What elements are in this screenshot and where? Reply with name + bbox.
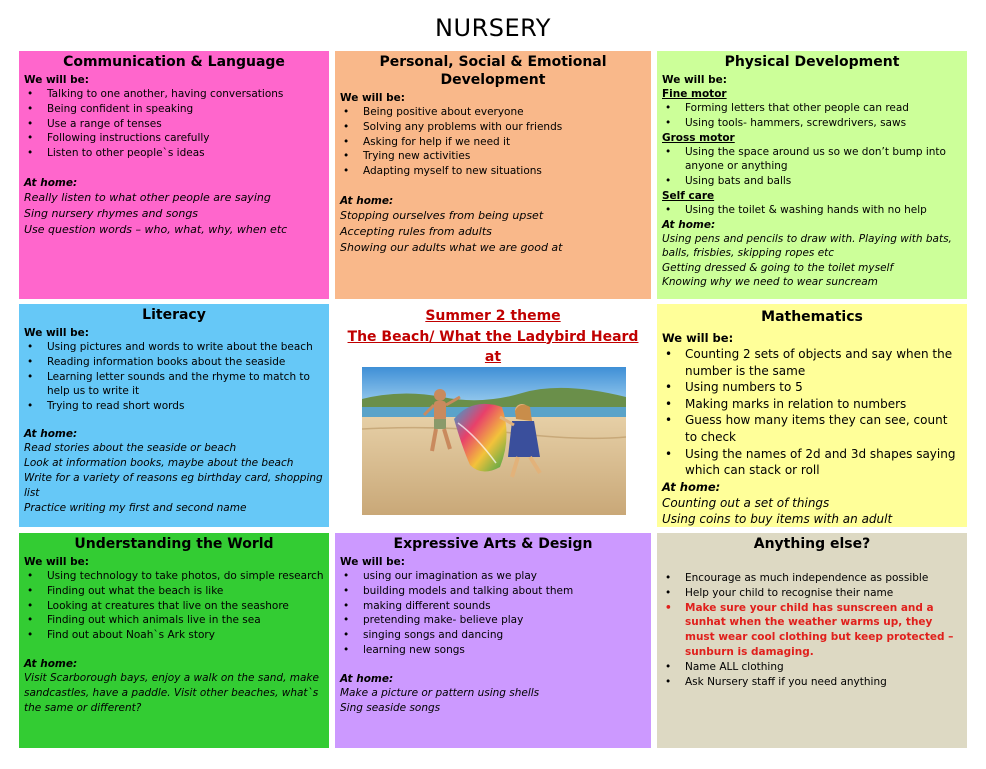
self-care-list	[662, 203, 962, 218]
anything-else-box	[657, 533, 967, 748]
list-item: • Using the toilet & washing hands with no help	[662, 203, 962, 218]
list-item: • Guess how many items they can see, count to check	[662, 412, 962, 445]
physical-heading: Physical Development	[724, 54, 900, 70]
at-home-label: At home:	[24, 427, 78, 440]
communication-heading: Communication & Language	[63, 54, 285, 70]
list-item: • Find out about Noah`s Ark story	[24, 628, 324, 643]
sunscreen-warning: • Make sure your child has sunscreen and a sunhat when the weather warms up, they must wear cool clothing but keep protected – sunburn is damaging.	[662, 601, 962, 660]
mathematics-list	[662, 346, 962, 479]
mathematics-heading: Mathematics	[761, 309, 863, 325]
literacy-list	[24, 340, 324, 414]
personal-heading: Personal, Social & Emotional Development	[379, 54, 607, 88]
at-home-text	[340, 686, 646, 716]
list-item: • Talking to one another, having conversations	[24, 87, 324, 102]
we-will-be-label: We will be:	[662, 74, 727, 86]
fine-motor-list	[662, 101, 962, 131]
list-item: • Making marks in relation to numbers	[662, 396, 962, 413]
we-will-be-label: We will be:	[340, 556, 405, 568]
theme-box	[335, 304, 651, 527]
list-item: • using our imagination as we play	[340, 569, 646, 584]
fine-motor-label: Fine motor	[662, 88, 727, 100]
home-line: Stopping ourselves from being upset	[340, 208, 544, 222]
home-line: Read stories about the seaside or beach	[24, 441, 237, 454]
communication-language-box	[19, 51, 329, 299]
list-item: • Name ALL clothing	[662, 660, 962, 675]
list-item: • Use a range of tenses	[24, 117, 324, 132]
list-item: • Using tools- hammers, screwdrivers, saws	[662, 116, 962, 131]
we-will-be-label: We will be:	[24, 327, 89, 339]
list-item: • Trying to read short words	[24, 399, 324, 414]
at-home-text	[24, 671, 324, 716]
world-heading: Understanding the World	[74, 536, 274, 552]
home-line: Sing seaside songs	[340, 701, 441, 714]
theme-line-1: Summer 2 theme	[425, 308, 561, 324]
at-home-label: At home:	[24, 176, 78, 189]
world-list	[24, 569, 324, 643]
home-line: Using pens and pencils to draw with. Playing with bats, balls, frisbies, skipping ropes etc	[662, 232, 952, 260]
at-home-text	[24, 441, 324, 516]
list-item: • Counting 2 sets of objects and say when the number is the same	[662, 346, 962, 379]
gross-motor-list	[662, 145, 962, 189]
arts-list	[340, 569, 646, 658]
we-will-be-label: We will be:	[24, 556, 89, 568]
home-line: Showing our adults what we are good at	[340, 240, 563, 254]
page-title: NURSERY	[435, 14, 551, 42]
arts-heading: Expressive Arts & Design	[393, 536, 593, 552]
list-item: • Solving any problems with our friends	[340, 120, 646, 135]
list-item: • Asking for help if we need it	[340, 135, 646, 150]
home-line: Counting out a set of things	[662, 495, 830, 510]
list-item: • Finding out what the beach is like	[24, 584, 324, 599]
communication-list	[24, 87, 324, 161]
list-item: • Being positive about everyone	[340, 105, 646, 120]
physical-development-box	[657, 51, 967, 299]
mathematics-box	[657, 304, 967, 527]
list-item: • Learning letter sounds and the rhyme to match to help us to write it	[24, 370, 324, 400]
list-item: • building models and talking about them	[340, 584, 646, 599]
list-item: • Encourage as much independence as possible	[662, 571, 962, 586]
home-line: Really listen to what other people are saying	[24, 190, 271, 204]
other-list	[662, 571, 962, 689]
we-will-be-label: We will be:	[662, 331, 734, 345]
home-line: Make a picture or pattern using shells	[340, 686, 540, 699]
home-line: Knowing why we need to wear suncream	[662, 276, 878, 289]
at-home-text	[662, 495, 962, 527]
list-item: • Using the space around us so we don’t bump into anyone or anything	[662, 145, 962, 175]
list-item: • Using numbers to 5	[662, 379, 962, 396]
home-line: Sing nursery rhymes and songs	[24, 206, 199, 220]
list-item: • Reading information books about the seaside	[24, 355, 324, 370]
self-care-label: Self care	[662, 189, 715, 202]
personal-social-box	[335, 51, 651, 299]
list-item: • Being confident in speaking	[24, 102, 324, 117]
list-item: • Listen to other people`s ideas	[24, 146, 324, 161]
list-item: • Help your child to recognise their name	[662, 586, 962, 601]
at-home-text	[662, 232, 962, 290]
at-home-label: At home:	[662, 479, 721, 494]
list-item: • learning new songs	[340, 643, 646, 658]
list-item: • making different sounds	[340, 599, 646, 614]
list-item: • Following instructions carefully	[24, 131, 324, 146]
expressive-arts-box	[335, 533, 651, 748]
personal-list	[340, 105, 646, 179]
list-item: • Ask Nursery staff if you need anything	[662, 675, 962, 690]
we-will-be-label: We will be:	[340, 92, 405, 104]
home-line: Using coins to buy items with an adult	[662, 512, 893, 527]
home-line: Visit Scarborough bays, enjoy a walk on the sand, make sandcastles, have a paddle. Visit other beaches, what`s the same or different?	[24, 671, 319, 714]
home-line: Getting dressed & going to the toilet myself	[662, 261, 894, 274]
list-item: • Forming letters that other people can read	[662, 101, 962, 116]
home-line: Use question words – who, what, why, when etc	[24, 222, 288, 236]
list-item: • singing songs and dancing	[340, 628, 646, 643]
understanding-world-box	[19, 533, 329, 748]
home-line: Look at information books, maybe about the beach	[24, 456, 294, 469]
list-item: • Using technology to take photos, do simple research	[24, 569, 324, 584]
list-item: • Adapting myself to new situations	[340, 164, 646, 179]
list-item: • Finding out which animals live in the sea	[24, 613, 324, 628]
list-item: • Using bats and balls	[662, 174, 962, 189]
theme-line-2: The Beach/ What the Ladybird Heard at	[347, 328, 639, 365]
at-home-label: At home:	[24, 657, 78, 670]
at-home-label: At home:	[340, 194, 394, 207]
at-home-text	[24, 190, 324, 238]
at-home-label: At home:	[662, 218, 716, 231]
list-item: • pretending make- believe play	[340, 613, 646, 628]
literacy-box	[19, 304, 329, 527]
home-line: Practice writing my first and second name	[24, 501, 247, 514]
at-home-text	[340, 208, 646, 256]
list-item: • Using pictures and words to write about the beach	[24, 340, 324, 355]
literacy-heading: Literacy	[142, 307, 206, 323]
we-will-be-label: We will be:	[24, 74, 89, 86]
at-home-label: At home:	[340, 672, 394, 685]
home-line: Write for a variety of reasons eg birthday card, shopping list	[24, 471, 323, 499]
list-item: • Looking at creatures that live on the seashore	[24, 599, 324, 614]
other-heading: Anything else?	[753, 536, 871, 552]
home-line: Accepting rules from adults	[340, 224, 492, 238]
list-item: • Trying new activities	[340, 149, 646, 164]
gross-motor-label: Gross motor	[662, 131, 735, 144]
list-item: • Using the names of 2d and 3d shapes saying which can stack or roll	[662, 446, 962, 479]
beach-photo	[362, 367, 626, 515]
